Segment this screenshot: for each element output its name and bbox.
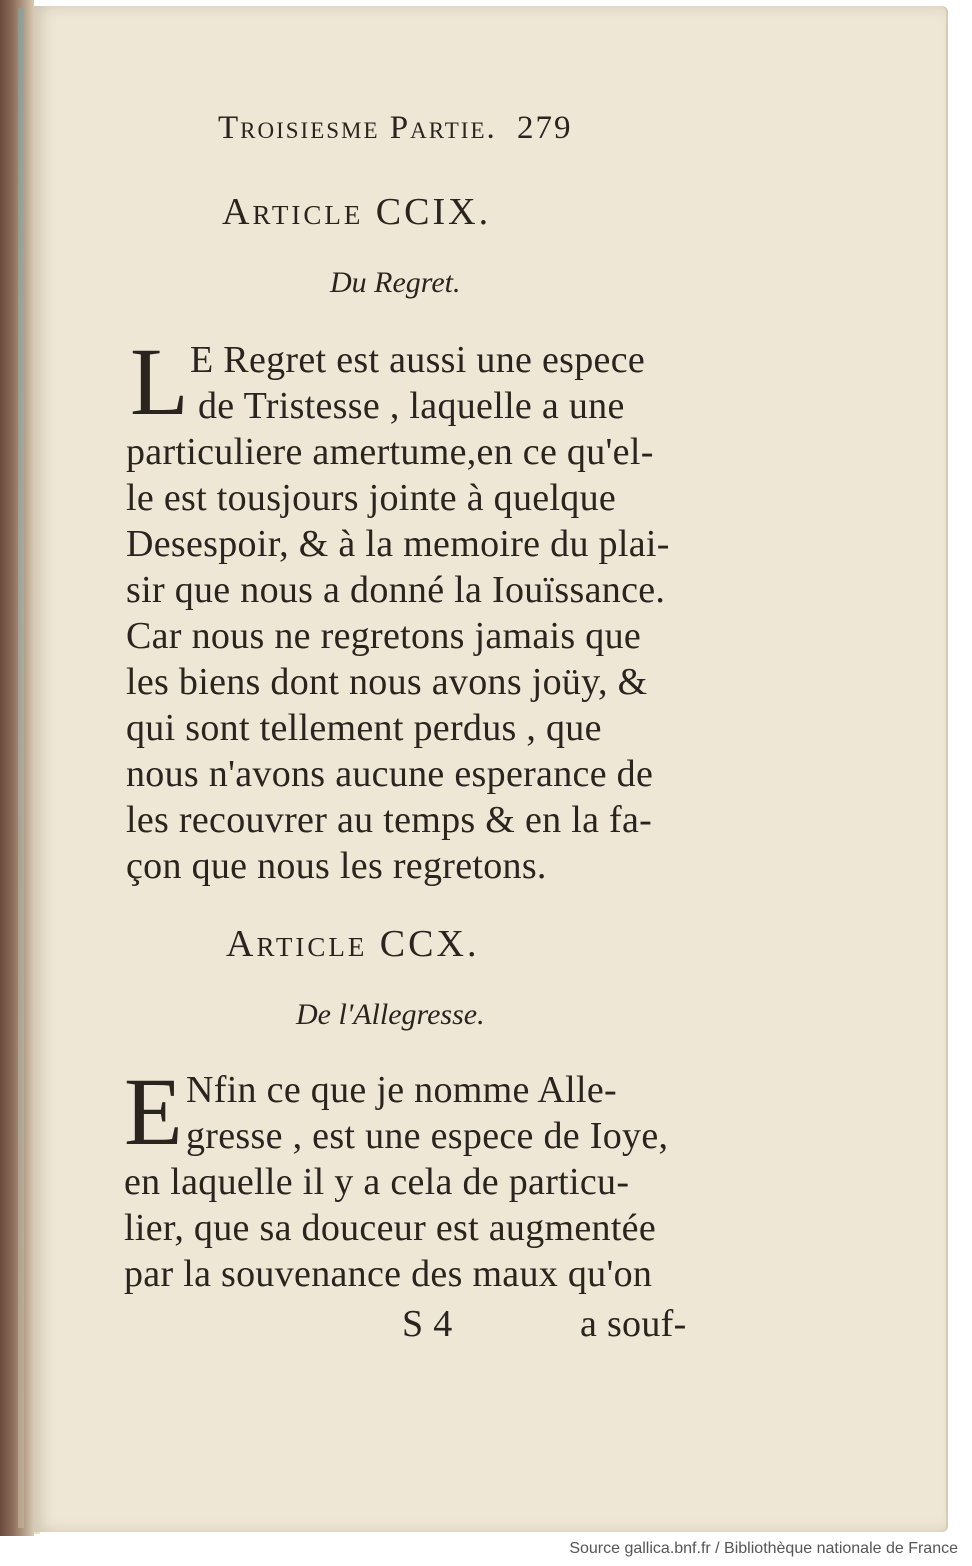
source-credit: Source gallica.bnf.fr / Bibliothèque nationale de France bbox=[569, 1540, 958, 1557]
text-line: les recouvrer au temps & en la fa- bbox=[126, 799, 653, 841]
text-line: Nfin ce que je nomme Alle- bbox=[186, 1069, 617, 1111]
text-line: en laquelle il y a cela de particu- bbox=[124, 1161, 630, 1203]
book-spine bbox=[0, 0, 34, 1536]
article-heading: Article CCX. bbox=[226, 923, 480, 965]
text-line: gresse , est une espece de Ioye, bbox=[186, 1115, 669, 1157]
catchword: a souf- bbox=[580, 1303, 687, 1345]
signature-mark: S 4 bbox=[402, 1303, 453, 1345]
text-line: Car nous ne regretons jamais que bbox=[126, 615, 642, 657]
text-line: sir que nous a donné la Iouïssance. bbox=[126, 569, 666, 611]
text-line: nous n'avons aucune esperance de bbox=[126, 753, 654, 795]
text-line: de Tristesse , laquelle a une bbox=[198, 385, 625, 427]
drop-capital: E bbox=[124, 1058, 183, 1165]
article-heading: Article CCIX. bbox=[222, 191, 492, 233]
text-line: particuliere amertume,en ce qu'el- bbox=[126, 431, 654, 473]
text-line: par la souvenance des maux qu'on bbox=[124, 1253, 653, 1295]
running-head bbox=[218, 110, 573, 147]
running-head-title: Troisiesme Partie. bbox=[218, 110, 497, 146]
text-line: lier, que sa douceur est augmentée bbox=[124, 1207, 657, 1249]
text-line: E Regret est aussi une espece bbox=[190, 339, 646, 381]
text-line: çon que nous les regretons. bbox=[126, 845, 547, 887]
text-line: Desespoir, & à la memoire du plai- bbox=[126, 523, 670, 565]
page-number: 279 bbox=[517, 110, 573, 146]
text-line: le est tousjours jointe à quelque bbox=[126, 477, 617, 519]
text-line: qui sont tellement perdus , que bbox=[126, 707, 602, 749]
article-subtitle: Du Regret. bbox=[330, 266, 461, 299]
text-line: les biens dont nous avons joüy, & bbox=[126, 661, 648, 703]
article-subtitle: De l'Allegresse. bbox=[296, 998, 485, 1031]
spine-edge bbox=[18, 8, 24, 1528]
drop-capital: L bbox=[130, 328, 189, 435]
